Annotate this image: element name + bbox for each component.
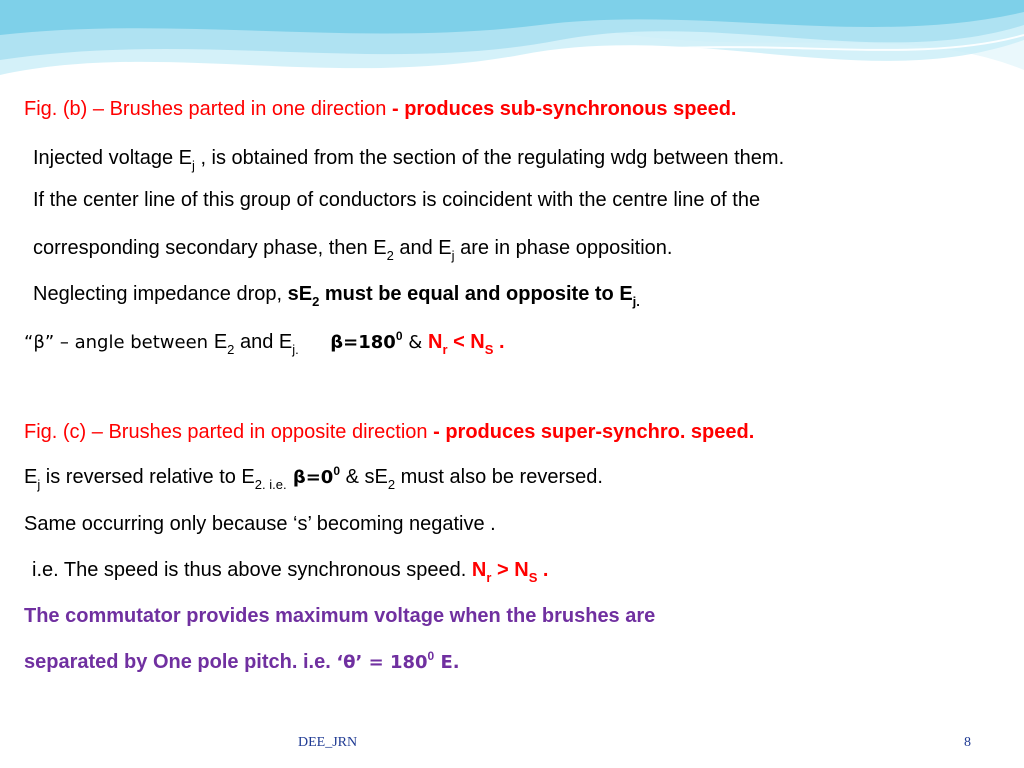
fig-b-label: Fig. (b) – Brushes parted in one direction xyxy=(24,98,392,120)
text: corresponding secondary phase, then E xyxy=(33,237,387,259)
subscript: j xyxy=(37,477,41,492)
subscript: j. xyxy=(632,294,640,309)
negative-slip-line xyxy=(24,512,496,536)
subscript: 2 xyxy=(312,294,320,309)
text: E xyxy=(213,331,228,353)
subscript: S xyxy=(484,342,494,357)
subscript: j. xyxy=(292,342,299,357)
page-number: 8 xyxy=(964,735,971,750)
ej-reversed-line xyxy=(24,465,603,491)
injected-voltage-line xyxy=(33,146,784,172)
text: > N xyxy=(491,559,529,581)
text: , is obtained from the section of the regulating wdg between them. xyxy=(194,147,785,169)
fig-b-dash: - xyxy=(391,98,405,120)
fig-b-result: produces sub-synchronous speed. xyxy=(404,98,737,120)
text: Neglecting impedance drop, xyxy=(33,283,288,305)
text: If the center line of this group of conductors is coincident with the centre line of the xyxy=(33,189,761,211)
footer-author: DEE_JRN xyxy=(298,735,358,750)
phase-opposition-line xyxy=(33,236,672,262)
text: must be equal and opposite to E xyxy=(319,283,633,305)
text: . xyxy=(537,559,549,581)
subscript: j xyxy=(451,248,455,263)
super-synchronous-line xyxy=(32,558,548,584)
commutator-note-2 xyxy=(24,650,460,676)
text: and E xyxy=(234,331,293,353)
text: sE xyxy=(287,283,313,305)
text: Injected voltage E xyxy=(33,147,192,169)
subscript: 2. i.e. xyxy=(254,477,287,492)
text: are in phase opposition. xyxy=(454,237,673,259)
text: is reversed relative to E xyxy=(40,466,255,488)
text: The commutator provides maximum voltage when the brushes are xyxy=(24,605,656,627)
fig-b-heading xyxy=(24,97,736,121)
subscript: 2 xyxy=(387,477,396,492)
commutator-note-1 xyxy=(24,604,655,628)
text: E xyxy=(24,466,38,488)
subscript: 2 xyxy=(386,248,394,263)
text: E. xyxy=(434,652,460,673)
text: β=0 xyxy=(286,467,334,488)
fig-c-dash: - xyxy=(433,421,446,443)
text: & sE xyxy=(340,466,388,488)
text: β=180 xyxy=(330,332,396,353)
text: separated by One pole pitch. i.e. xyxy=(24,651,337,673)
text: Same occurring only because ‘s’ becoming negative . xyxy=(24,513,496,535)
subscript: r xyxy=(442,342,448,357)
fig-c-heading xyxy=(24,420,754,444)
superscript: 0 xyxy=(395,329,403,343)
text: and E xyxy=(393,237,452,259)
superscript: 0 xyxy=(427,649,435,663)
fig-c-label: Fig. (c) – Brushes parted in opposite direction xyxy=(24,421,434,443)
text: < N xyxy=(447,331,485,353)
text: i.e. The speed is thus above synchronous speed. xyxy=(32,559,472,581)
impedance-drop-line xyxy=(33,282,640,308)
fig-c-result: produces super-synchro. speed. xyxy=(445,421,755,443)
header-wave-decoration xyxy=(0,0,1024,110)
text: N xyxy=(428,331,443,353)
text: & xyxy=(402,332,428,353)
text: . xyxy=(493,331,505,353)
subscript: 2 xyxy=(227,342,235,357)
subscript: S xyxy=(528,570,538,585)
beta-angle-line xyxy=(24,330,505,356)
text: must also be reversed. xyxy=(395,466,603,488)
text: N xyxy=(471,559,487,581)
subscript: j xyxy=(192,158,195,173)
text: “β” – angle between xyxy=(24,332,214,353)
text: ‘θ’ = 180 xyxy=(336,652,428,673)
subscript: r xyxy=(486,570,492,585)
superscript: 0 xyxy=(333,464,341,478)
center-line-text xyxy=(33,188,760,212)
